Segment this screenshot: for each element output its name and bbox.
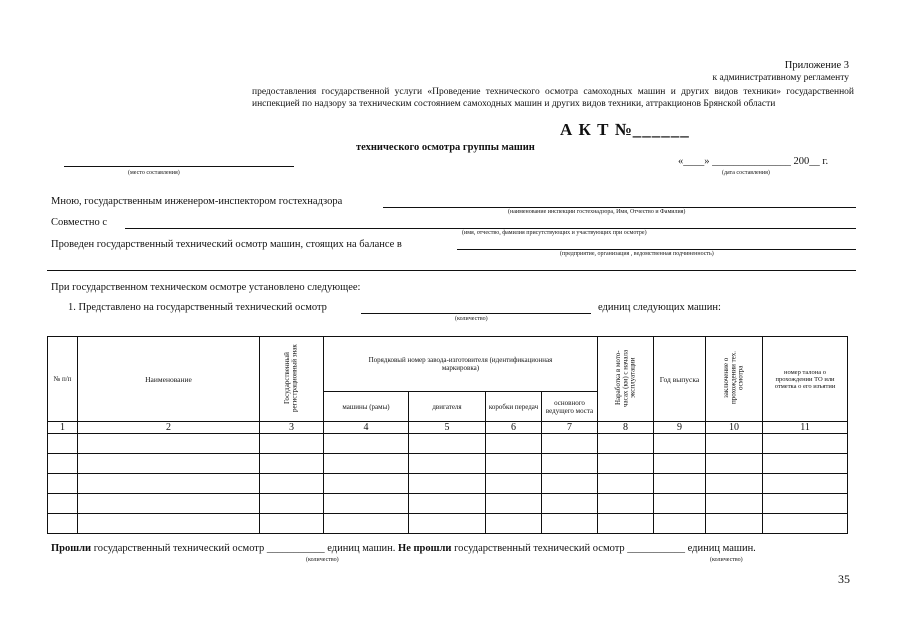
th-frame: машины (рамы) [324, 392, 409, 422]
balance-line-2[interactable] [47, 270, 856, 271]
inspector-caption: (наименование инспекции гостехнадзора, Имя, Отчество и Фамилия) [508, 209, 686, 215]
place-caption: (место составления) [128, 170, 180, 176]
appendix-line1: Приложение 3 [784, 60, 849, 71]
th-year: Год выпуска [654, 337, 706, 422]
page-number: 35 [838, 572, 850, 586]
th-ticket: номер талона о прохождении ТО или отметка о его изъятии [763, 337, 848, 422]
colnum: 9 [654, 422, 706, 434]
together-line[interactable] [125, 228, 856, 229]
machines-table [47, 336, 848, 534]
colnum: 1 [48, 422, 78, 434]
balance-line[interactable] [457, 249, 856, 250]
th-hours-text: Наработка в мото-часах (км) с начала эксплуатации [613, 349, 637, 407]
th-name: Наименование [78, 337, 260, 422]
together-label: Совместно с [51, 217, 108, 228]
together-caption: (имя, отчество, фамилия присутствующих и участвующих при осмотре) [462, 230, 647, 236]
item1-qty-line[interactable] [361, 313, 591, 314]
balance-caption: (предприятие, организация , ведомственная подчиненность) [560, 251, 714, 257]
date-caption: (дата составления) [722, 170, 770, 176]
date-field[interactable]: «____» _______________ 200__ г. [678, 156, 829, 167]
th-conclusion-text: заключение о прохождении тех. осмотра [722, 351, 745, 405]
place-line[interactable] [64, 166, 294, 167]
footer-line [51, 543, 756, 554]
appendix-body: предоставления государственной услуги «Проведение технического осмотра самоходных машин и других видов техники» государственной инспекцией по надзору за техническим состоянием самоходных машин и других видов техники, аттракционов Брянской области [252, 87, 854, 109]
colnum: 7 [542, 422, 598, 434]
inspector-line[interactable] [383, 207, 856, 208]
colnum: 8 [598, 422, 654, 434]
item1-qty-caption: (количество) [455, 316, 488, 322]
th-gearbox: коробки передач [486, 392, 542, 422]
colnum: 6 [486, 422, 542, 434]
act-subtitle: технического осмотра группы машин [356, 142, 535, 153]
findings-intro: При государственном техническом осмотре установлено следующее: [51, 282, 361, 293]
item1-start: 1. Представлено на государственный технический осмотр [68, 302, 327, 313]
th-serial: Порядковый номер завода-изготовителя (идентификационная маркировка) [324, 337, 598, 392]
colnum: 10 [706, 422, 763, 434]
column-numbers-row [48, 422, 848, 434]
th-hours [598, 337, 654, 422]
table-row[interactable] [48, 514, 848, 534]
passed-text[interactable]: государственный технический осмотр ___________ единиц машин. [93, 543, 396, 554]
passed-bold: Прошли [51, 543, 92, 554]
colnum: 5 [409, 422, 486, 434]
colnum: 4 [324, 422, 409, 434]
table-row[interactable] [48, 494, 848, 514]
colnum: 11 [763, 422, 848, 434]
failed-qty-caption: (количество) [710, 557, 743, 563]
passed-qty-caption: (количество) [306, 557, 339, 563]
item1-end: единиц следующих машин: [598, 302, 721, 313]
balance-label: Проведен государственный технический осмотр машин, стоящих на балансе в [51, 239, 402, 250]
appendix-line2: к административному регламенту [712, 73, 849, 83]
act-title: А К Т №______ [560, 120, 690, 139]
th-conclusion [706, 337, 763, 422]
inspector-label: Мною, государственным инженером-инспектором гостехнадзора [51, 196, 343, 207]
th-num: № п/п [48, 337, 78, 422]
colnum: 3 [260, 422, 324, 434]
th-axle: основного ведущего моста [542, 392, 598, 422]
failed-text[interactable]: государственный технический осмотр ___________ единиц машин. [454, 543, 756, 554]
failed-bold: Не прошли [398, 543, 452, 554]
th-regsign [260, 337, 324, 422]
colnum: 2 [78, 422, 260, 434]
table-row[interactable] [48, 474, 848, 494]
th-engine: двигателя [409, 392, 486, 422]
th-regsign-text: Государственный регистрационный знак [283, 344, 299, 412]
table-row[interactable] [48, 434, 848, 454]
table-row[interactable] [48, 454, 848, 474]
